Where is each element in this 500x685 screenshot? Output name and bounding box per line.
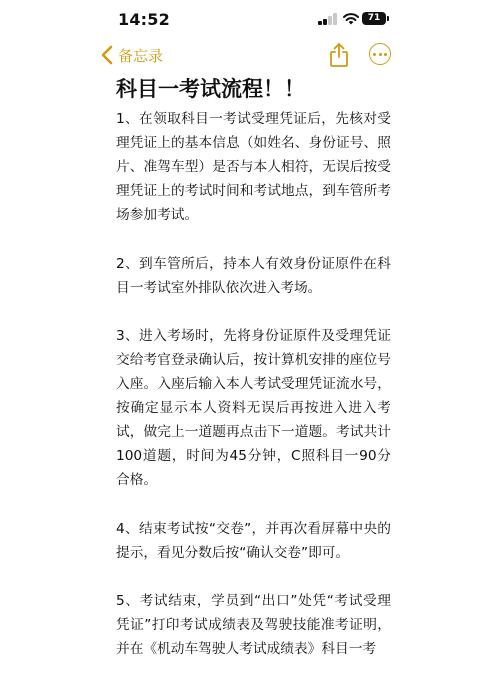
note-paragraph-2: 2、到车管所后，持本人有效身份证原件在科目一考试室外排队依次进入考场。 bbox=[116, 255, 391, 296]
battery-icon bbox=[362, 12, 386, 25]
note-paragraph-5: 5、考试结束，学员到“出口”处凭“考试受理凭证”打印考试成绩表及驾驶技能准考证明，并在《机动车驾驶人考试成绩表》科目一考 bbox=[116, 592, 391, 658]
ellipsis-circle-icon[interactable] bbox=[369, 43, 391, 65]
chevron-left-icon bbox=[100, 45, 114, 65]
share-icon[interactable] bbox=[327, 42, 351, 68]
note-paragraph-1: 1、在领取科目一考试受理凭证后，先核对受理凭证上的基本信息（如姓名、身份证号、照片、准驾车型）是否与本人相符，无误后按受理凭证上的考试时间和考试地点，到车管所考场参加考试。 bbox=[116, 111, 391, 224]
status-time: 14:52 bbox=[118, 10, 170, 29]
nav-bar bbox=[0, 38, 500, 72]
back-label: 备忘录 bbox=[118, 46, 164, 65]
battery-level: 71 bbox=[367, 13, 381, 23]
wifi-icon bbox=[342, 11, 360, 25]
signal-bars-icon bbox=[318, 13, 338, 25]
note-body bbox=[116, 107, 391, 661]
note-content[interactable] bbox=[116, 72, 391, 685]
note-title: 科目一考试流程！！ bbox=[116, 77, 305, 101]
note-paragraph-3: 3、进入考场时，先将身份证原件及受理凭证交给考官登录确认后，按计算机安排的座位号入座。入座后输入本人考试受理凭证流水号，按确定显示本人资料无误后再按进入进入考试，做完上一道题再点击下一道题。考试共计100道题，时间为45分钟，C照科目一90分合格。 bbox=[116, 327, 391, 489]
note-paragraph-4: 4、结束考试按“交卷”，并再次看屏幕中央的提示，看见分数后按“确认交卷”即可。 bbox=[116, 520, 391, 561]
status-bar bbox=[0, 0, 500, 38]
back-button[interactable] bbox=[100, 41, 163, 69]
